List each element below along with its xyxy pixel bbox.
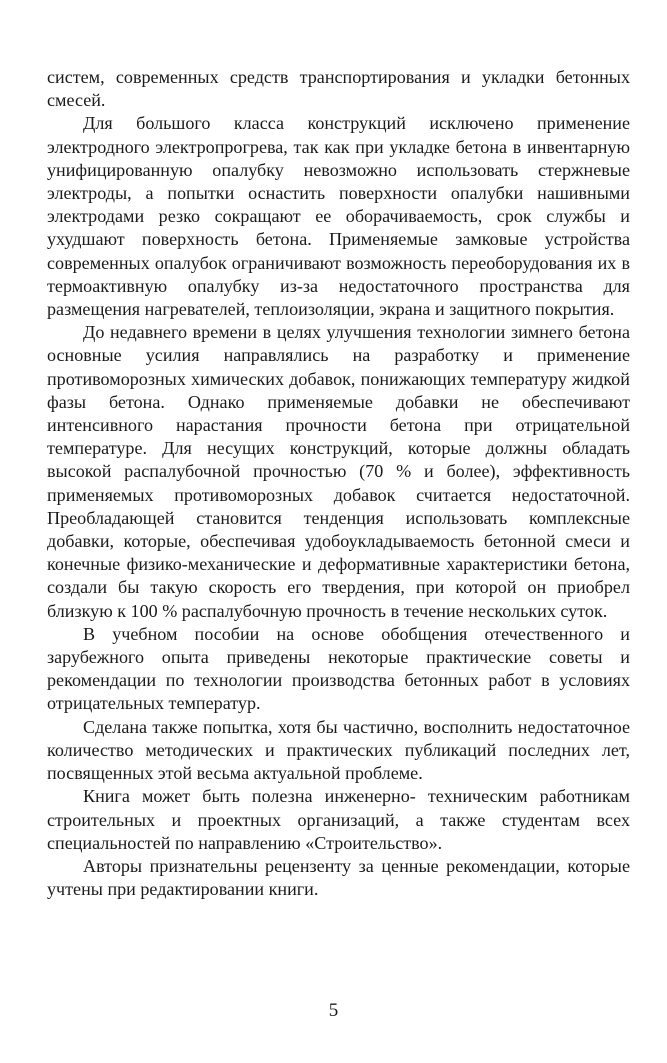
paragraph-electroheating: Для большого класса конструкций исключено применение электродного электропрогрева, так как при укладке бетона в инвентарную унифицированную опалубку невозможно использовать стержневые электроды, а попытки оснастить поверхности опалубки нашивными электродами резко сокращают ее оборачиваемость, срок службы и ухудшают поверхность бетона. Применяемые замковые устройства современных опалубок ограничивают возможность переоборудования их в термоактивную опалубку из-за недостаточного пространства для размещения нагревателей, теплоизоляции, экрана и защитного покрытия.: [47, 113, 630, 320]
page-number: 5: [328, 1000, 339, 1021]
paragraph-textbook-summary: В учебном пособии на основе обобщения отечественного и зарубежного опыта приведены некоторые практические советы и рекомендации по технологии производства бетонных работ в условиях отрицательных температур.: [47, 623, 630, 714]
paragraph-audience: Книга может быть полезна инженерно- техническим работникам строительных и проектных организаций, а также студентам всех специальностей по направлению «Строительство».: [47, 786, 630, 853]
paragraph-publications-gap: Сделана также попытка, хотя бы частично, восполнить недостаточное количество методических и практических публикаций последних лет, посвященных этой весьма актуальной проблеме.: [47, 716, 630, 784]
paragraph-antifreeze-additives: До недавнего времени в целях улучшения технологии зимнего бетона основные усилия направлялись на разработку и применение противоморозных химических добавок, понижающих температуру жидкой фазы бетона. Однако применяемые добавки не обеспечивают интенсивного нарастания прочности бетона при отрицательной температуре. Для несущих конструкций, которые должны обладать высокой распалубочной прочностью (70 % и более), эффективность применяемых противоморозных добавок считается недостаточной. Преобладающей становится тенденция использовать комплексные добавки, которые, обеспечивая удобоукладываемость бетонной смеси и конечные физико-механические и деформативные характеристики бетона, создали бы такую скорость его твердения, при которой он приобрел близкую к 100 % распалубочную прочность в течение нескольких суток.: [47, 322, 630, 621]
page-body: [47, 66, 630, 901]
paragraph-continuation: систем, современных средств транспортирования и укладки бетонных смесей.: [47, 67, 630, 111]
paragraph-acknowledgements: Авторы признательны рецензенту за ценные рекомендации, которые учтены при редактировании книги.: [47, 855, 630, 900]
